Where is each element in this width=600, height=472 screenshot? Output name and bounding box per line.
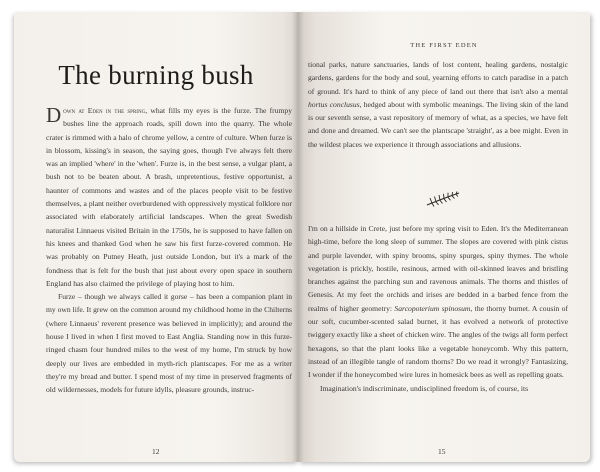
opening-small-caps: own at Eden in the spring bbox=[63, 106, 146, 115]
left-page-number: 12 bbox=[152, 447, 160, 456]
running-head: THE FIRST EDEN bbox=[410, 42, 478, 49]
left-paragraph-1-text: , what fills my eyes is the furze. The frumpy bushes line the approach roads, spill down into the quarry. The whole crater is rimmed with a halo of chrome yellow, a centre of culture. When furze is in blossom, kissing's in season, the saying goes, though I've always felt there was an implied 'where' in the 'when'. Furze is, in the best sense, a vulgar plant, a bush not to be beaten about. A brash, unpretentious, festive opportunist, a haunter of commons and wastes and of the places people visit to be festive themselves, a plant neither overburdened with oppressively mystical folklore nor associated with elaborately artificial landscapes. When the great Swedish naturalist Linnaeus visited Britain in the 1750s, he is supposed to have fallen on his knees and thanked God when he saw his first furze-covered common. He was probably on Putney Heath, just outside London, but it's a mark of the fondness that is felt for the bush that just about every open space in southern England has also claimed the privilege of playing host to him. bbox=[46, 106, 292, 288]
right-page bbox=[298, 12, 590, 462]
left-page-body bbox=[46, 104, 292, 397]
left-page bbox=[14, 12, 298, 462]
right-page-body-top bbox=[308, 58, 568, 151]
left-paragraph-1 bbox=[46, 104, 292, 290]
right-paragraph-2-text-b: , the thorny burnet. A cousin of our soft, cucumber-scented salad burnet, it has evolved a network of protective twiggery exactly like a sheet of chicken wire. The angles of the twigs all form perfect hexagons, so that the plant looks like a vegetable honeycomb. Why this pattern, instead of an illegible tangle of random thorns? Do we read it wrongly? Fantasizing, I wonder if the honeycombed wire lures in homesick bees as well as repelling goats. bbox=[308, 303, 568, 380]
fern-ornament-icon bbox=[423, 190, 463, 208]
right-paragraph-2 bbox=[308, 222, 568, 382]
right-page-body-bottom bbox=[308, 222, 568, 395]
right-paragraph-1-text-a: tional parks, nature sanctuaries, lands of lost content, healing gardens, nostalgic gardens, gardens for the body and soul, yearning efforts to catch paradise in a patch of ground. It's hard to think of any piece of land out there that isn't also a mental bbox=[308, 60, 568, 96]
chapter-title: The burning bush bbox=[58, 60, 254, 90]
right-paragraph-2-italic: Sarcopoterium spinosum bbox=[394, 303, 471, 313]
right-paragraph-3: Imagination's indiscriminate, undisciplined freedom is, of course, its bbox=[320, 383, 529, 393]
right-paragraph-1-text-b: , hedged about with symbolic meanings. The living skin of the land is our seventh sense, a vast repository of memory of what, as a species, we have felt and done and dreamed. We can't see the plantscape 'straight', as a bee might. Even in the wildest places we experience it through associations and allusions. bbox=[308, 99, 568, 149]
right-paragraph-2-text-a: I'm on a hillside in Crete, just before my spring visit to Eden. It's the Mediterranean high-time, before the long sleep of summer. The slopes are covered with pink cistus and purple lavender, with spiny brooms, spiny spurges, spiny thymes. The whole vegetation is prickly, hostile, resinous, armed with oil-skinned leaves and bristling branches against the parching sun and ravenous animals. The thorns and thistles of Genesis. At my feet the orchids and irises are bedded in a barbed fence from the realms of higher geometry: bbox=[308, 224, 568, 313]
book-gutter bbox=[292, 12, 304, 462]
right-paragraph-1-italic: hortus conclusus bbox=[308, 99, 360, 109]
right-page-number: 15 bbox=[438, 447, 446, 456]
left-paragraph-2: Furze – though we always called it gorse – has been a companion plant in my own life. It grew on the common around my childhood home in the Chilterns (where Linnaeus' reverent presence was believed in implicitly); and around the house I lived in when I first moved to East Anglia. Standing now in this furze-ringed chasm four hundred miles to the west of my home, I'm struck by how deeply our lives are embedded in myth-rich plantscapes. For me as a writer they're my bread and butter. I spend most of my time in preserved fragments of old wildernesses, models for future idylls, pleasure grounds, instruc- bbox=[46, 292, 292, 395]
right-paragraph-1 bbox=[308, 58, 568, 151]
drop-cap: D bbox=[46, 103, 62, 127]
